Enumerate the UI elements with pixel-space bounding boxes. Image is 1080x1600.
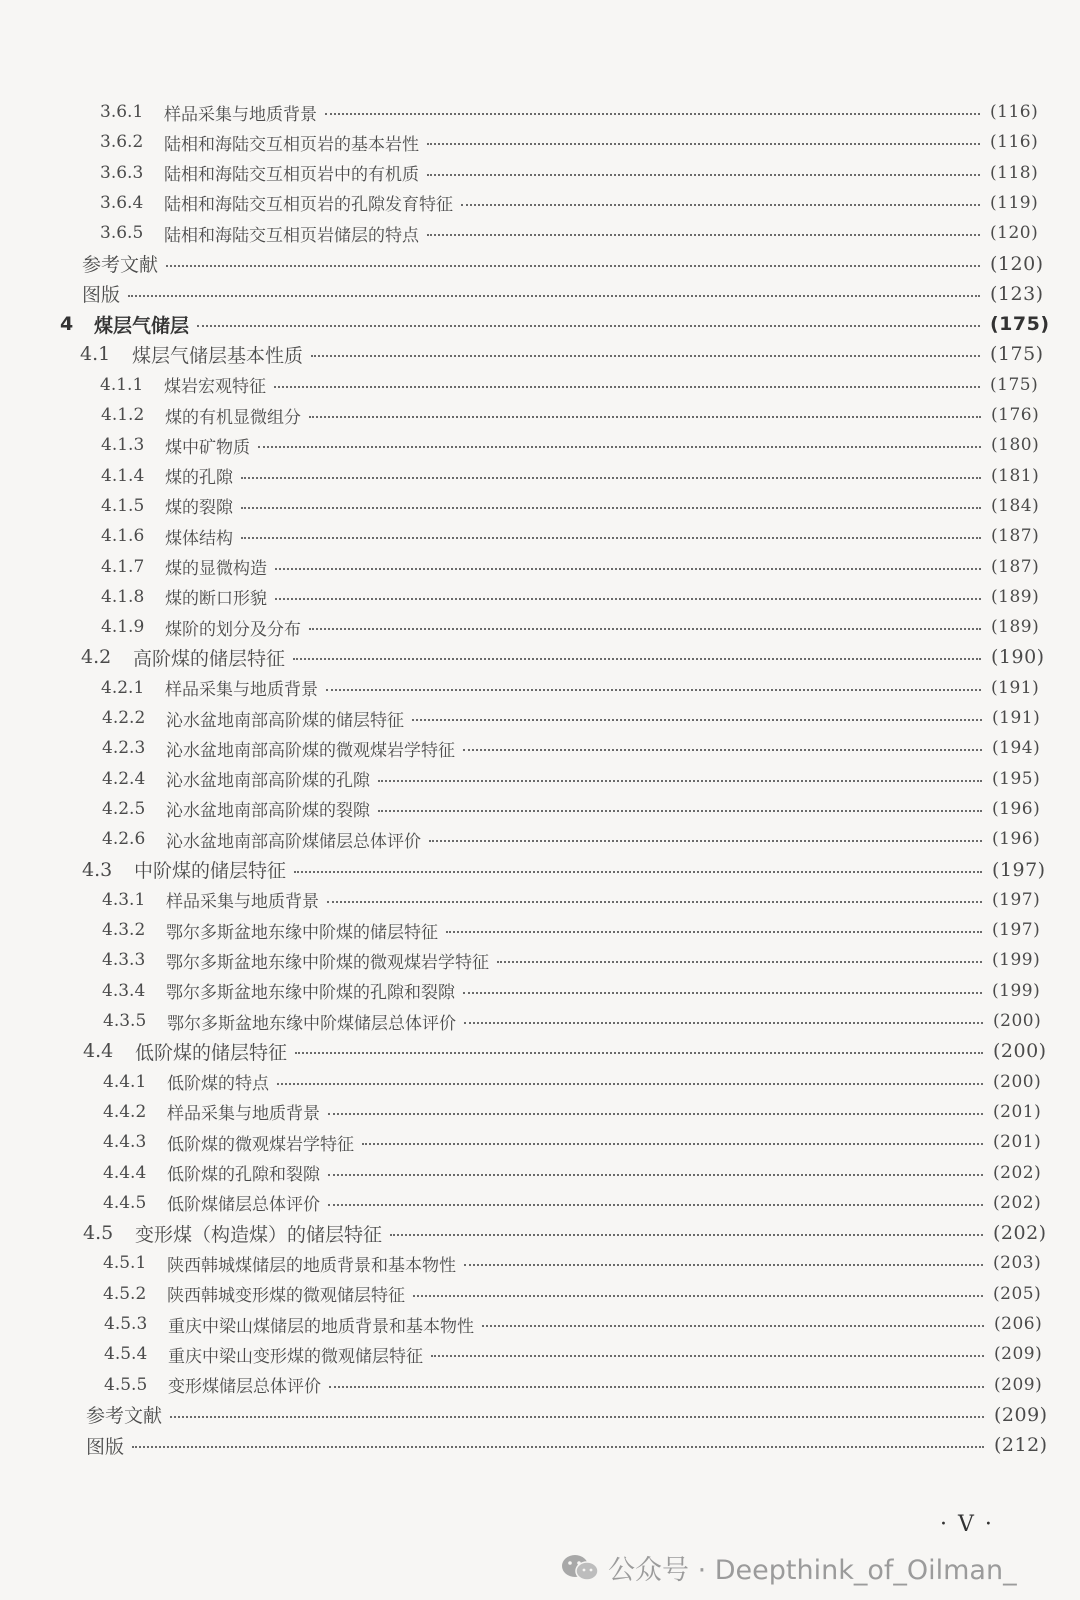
dot-leader — [412, 719, 982, 721]
dot-leader — [275, 568, 981, 570]
dot-leader — [431, 1355, 984, 1357]
dot-leader — [277, 1083, 983, 1085]
toc-number: 4.4 — [83, 1040, 114, 1063]
toc-number: 4.3.4 — [102, 980, 146, 1001]
toc-number: 4 — [60, 313, 74, 336]
toc-title: 煤中矿物质 — [165, 437, 250, 458]
toc-entry — [0, 1098, 1080, 1126]
toc-title: 沁水盆地南部高阶煤的裂隙 — [166, 801, 370, 822]
toc-number: 4.1.4 — [101, 465, 145, 486]
toc-page-number: (176) — [991, 405, 1040, 425]
toc-number: 4.4.2 — [103, 1101, 147, 1122]
toc-number: 4.3 — [82, 858, 113, 881]
toc-entry — [0, 492, 1080, 520]
toc-page-number: (123) — [990, 282, 1044, 305]
toc-page-number: (209) — [994, 1374, 1043, 1395]
toc-number: 4.3.3 — [102, 950, 146, 971]
dot-leader — [294, 871, 982, 873]
toc-page-number: (116) — [990, 102, 1039, 122]
toc-page-number: (119) — [990, 192, 1039, 213]
toc-number: 4.1.6 — [101, 526, 145, 547]
toc-number: 4.2.4 — [102, 768, 146, 789]
dot-leader — [166, 265, 980, 267]
toc-page-number: (197) — [992, 858, 1046, 881]
dot-leader — [241, 507, 981, 509]
toc-page-number: (180) — [991, 435, 1040, 456]
toc-entry — [0, 340, 1080, 368]
toc-title: 样品采集与地质背景 — [164, 104, 317, 125]
toc-title: 陆相和海陆交互相页岩储层的特点 — [164, 225, 419, 246]
toc-entry — [0, 280, 1080, 308]
toc-title: 沁水盆地南部高阶煤储层总体评价 — [166, 831, 421, 852]
dot-leader — [378, 780, 982, 782]
toc-entry — [0, 765, 1080, 793]
toc-entry — [0, 1128, 1080, 1156]
toc-number: 3.6.4 — [100, 192, 144, 213]
toc-page-number: (120) — [990, 223, 1039, 244]
toc-entry — [0, 916, 1080, 944]
toc-number: 4.5.4 — [104, 1344, 148, 1365]
watermark-text: 公众号 · Deepthink_of_Oilman_ — [608, 1555, 1017, 1586]
toc-entry — [0, 98, 1080, 126]
toc-title: 煤的有机显微组分 — [165, 407, 301, 428]
toc-title: 样品采集与地质背景 — [165, 680, 318, 701]
dot-leader — [326, 689, 981, 691]
toc-number: 4.2.2 — [102, 708, 146, 728]
dot-leader — [311, 355, 980, 357]
toc-number: 4.2.6 — [102, 829, 146, 850]
toc-number: 4.3.1 — [102, 889, 146, 910]
dot-leader — [328, 1113, 983, 1115]
toc-entry — [0, 946, 1080, 974]
toc-number: 4.4.5 — [103, 1192, 147, 1213]
toc-number: 4.1.2 — [101, 405, 145, 425]
toc-number: 4.1.3 — [101, 435, 145, 456]
toc-title: 陆相和海陆交互相页岩的孔隙发育特征 — [164, 195, 453, 216]
dot-leader — [328, 1204, 983, 1206]
dot-leader — [427, 234, 980, 236]
dot-leader — [275, 598, 981, 600]
toc-entry — [0, 886, 1080, 914]
toc-title: 煤的断口形貌 — [165, 589, 267, 610]
toc-page-number: (181) — [991, 465, 1040, 486]
toc-title: 低阶煤的孔隙和裂隙 — [167, 1165, 320, 1185]
toc-title: 沁水盆地南部高阶煤的孔隙 — [166, 771, 370, 792]
toc-title: 鄂尔多斯盆地东缘中阶煤的储层特征 — [166, 922, 438, 943]
dot-leader — [197, 325, 980, 327]
dot-leader — [482, 1325, 984, 1327]
dot-leader — [427, 174, 980, 176]
toc-title: 煤的裂隙 — [165, 498, 233, 519]
toc-title: 变形煤储层总体评价 — [168, 1377, 321, 1398]
dot-leader — [497, 961, 982, 963]
toc-title: 煤岩宏观特征 — [164, 377, 266, 398]
toc-title: 煤阶的划分及分布 — [165, 619, 301, 640]
toc-number: 4.2.5 — [102, 798, 146, 819]
toc-title: 样品采集与地质背景 — [166, 892, 319, 913]
toc-page-number: (187) — [991, 556, 1040, 577]
toc-entry — [0, 401, 1080, 429]
page-number: · V · — [940, 1512, 994, 1537]
toc-entry — [0, 431, 1080, 459]
toc-number: 4.2.1 — [101, 677, 145, 698]
toc-page-number: (201) — [993, 1132, 1042, 1153]
toc-entry — [0, 219, 1080, 247]
toc-title: 陕西韩城变形煤的微观储层特征 — [167, 1286, 405, 1307]
toc-page-number: (202) — [993, 1162, 1042, 1183]
dot-leader — [413, 1295, 983, 1297]
toc-title: 重庆中梁山变形煤的微观储层特征 — [168, 1346, 423, 1367]
toc-title: 鄂尔多斯盆地东缘中阶煤的微观煤岩学特征 — [166, 952, 489, 973]
toc-number: 4.4.1 — [103, 1071, 147, 1092]
toc-page-number: (209) — [994, 1403, 1048, 1426]
toc-entry — [0, 189, 1080, 217]
toc-title: 煤层气储层 — [94, 314, 190, 337]
toc-number: 4.1.9 — [101, 617, 145, 638]
toc-title: 沁水盆地南部高阶煤的微观煤岩学特征 — [166, 740, 455, 761]
toc-number: 3.6.3 — [100, 162, 144, 183]
toc-entry — [0, 1310, 1080, 1338]
toc-entry — [0, 1280, 1080, 1308]
toc-number: 4.5.3 — [104, 1314, 148, 1334]
toc-page-number: (199) — [992, 980, 1041, 1001]
toc-entry — [0, 704, 1080, 732]
toc-page-number: (116) — [990, 132, 1039, 153]
toc-entry — [0, 613, 1080, 641]
wechat-icon — [560, 1553, 600, 1583]
toc-entry — [0, 674, 1080, 702]
dot-leader — [241, 477, 981, 479]
dot-leader — [429, 840, 982, 842]
toc-entry — [0, 825, 1080, 853]
dot-leader — [463, 992, 982, 994]
toc-number: 4.5 — [83, 1222, 114, 1245]
toc-title: 图版 — [86, 1435, 125, 1458]
toc-entry — [0, 128, 1080, 156]
toc-title: 陆相和海陆交互相页岩的基本岩性 — [164, 134, 419, 155]
toc-page-number: (187) — [991, 526, 1040, 547]
toc-title: 重庆中梁山煤储层的地质背景和基本物性 — [168, 1316, 474, 1337]
toc-page-number: (191) — [991, 677, 1040, 698]
toc-number: 4.3.5 — [103, 1011, 147, 1031]
toc-title: 煤层气储层基本性质 — [132, 344, 304, 367]
toc-page-number: (205) — [993, 1283, 1042, 1304]
toc-entry — [0, 462, 1080, 490]
toc-entry — [0, 1068, 1080, 1096]
watermark — [560, 1548, 1017, 1587]
toc-entry — [0, 856, 1080, 884]
toc-number: 4.3.2 — [102, 920, 146, 941]
toc-page-number: (189) — [991, 586, 1040, 607]
toc-entry — [0, 1219, 1080, 1247]
dot-leader — [132, 1446, 984, 1448]
toc-title: 高阶煤的储层特征 — [133, 647, 286, 670]
toc-entry — [0, 1401, 1080, 1429]
toc-page-number: (175) — [990, 313, 1050, 336]
toc-page-number: (197) — [992, 920, 1041, 941]
toc-title: 低阶煤的特点 — [167, 1074, 269, 1095]
dot-leader — [328, 1174, 983, 1176]
toc-entry — [0, 1007, 1080, 1035]
toc-number: 3.6.2 — [100, 132, 144, 153]
toc-page-number: (194) — [992, 738, 1041, 759]
toc-number: 4.4.4 — [103, 1162, 147, 1183]
dot-leader — [446, 931, 982, 933]
toc-page-number: (184) — [991, 495, 1040, 516]
toc-number: 4.1.8 — [101, 586, 145, 607]
dot-leader — [378, 810, 982, 812]
dot-leader — [464, 1264, 983, 1266]
toc-title: 煤体结构 — [165, 528, 233, 549]
toc-page-number: (202) — [993, 1222, 1047, 1245]
toc-entry — [0, 1431, 1080, 1459]
toc-entry — [0, 522, 1080, 550]
toc-page-number: (189) — [991, 617, 1040, 638]
toc-entry — [0, 310, 1080, 338]
dot-leader — [464, 1022, 983, 1024]
toc-number: 4.5.5 — [104, 1374, 148, 1395]
toc-entry — [0, 734, 1080, 762]
toc-page-number: (202) — [993, 1192, 1042, 1213]
dot-leader — [362, 1143, 983, 1145]
dot-leader — [274, 386, 980, 388]
toc-title: 参考文献 — [82, 254, 159, 276]
toc-entry — [0, 1371, 1080, 1399]
dot-leader — [309, 416, 981, 418]
dot-leader — [309, 628, 981, 630]
dot-leader — [327, 901, 982, 903]
toc-page-number: (196) — [992, 829, 1041, 850]
toc-page-number: (209) — [994, 1344, 1043, 1365]
toc-page-number: (203) — [993, 1253, 1042, 1274]
toc-number: 3.6.1 — [100, 102, 144, 122]
toc-page-number: (195) — [992, 768, 1041, 789]
toc-page-number: (120) — [990, 252, 1044, 275]
toc-page-number: (201) — [993, 1101, 1042, 1122]
toc-title: 煤的显微构造 — [165, 559, 267, 579]
toc-title: 变形煤（构造煤）的储层特征 — [135, 1223, 383, 1246]
toc-page-number: (200) — [993, 1071, 1042, 1092]
toc-number: 4.5.2 — [103, 1283, 147, 1304]
toc-entry — [0, 977, 1080, 1005]
toc-entry — [0, 1249, 1080, 1277]
toc-title: 陆相和海陆交互相页岩中的有机质 — [164, 165, 419, 186]
toc-entry — [0, 795, 1080, 823]
toc-number: 4.5.1 — [103, 1253, 147, 1274]
toc-entry — [0, 371, 1080, 399]
toc-entry — [0, 1340, 1080, 1368]
dot-leader — [258, 446, 981, 448]
dot-leader — [461, 204, 980, 206]
dot-leader — [390, 1234, 983, 1236]
toc-page-number: (206) — [994, 1314, 1043, 1334]
toc-title: 中阶煤的储层特征 — [134, 860, 287, 882]
toc-title: 低阶煤的微观煤岩学特征 — [167, 1134, 354, 1155]
toc-number: 4.1 — [80, 343, 111, 366]
dot-leader — [325, 113, 980, 115]
toc-title: 参考文献 — [86, 1405, 163, 1428]
toc-page-number: (200) — [993, 1011, 1042, 1031]
toc-page-number: (197) — [992, 889, 1041, 910]
dot-leader — [170, 1416, 984, 1418]
toc-title: 煤的孔隙 — [165, 468, 233, 489]
toc-number: 3.6.5 — [100, 223, 144, 244]
toc-entry — [0, 553, 1080, 581]
toc-entry — [0, 643, 1080, 671]
toc-title: 鄂尔多斯盆地东缘中阶煤储层总体评价 — [167, 1013, 456, 1034]
toc-number: 4.2 — [81, 646, 112, 669]
toc-page-number: (199) — [992, 950, 1041, 971]
toc-entry — [0, 1189, 1080, 1217]
toc-number: 4.1.5 — [101, 495, 145, 516]
toc-page-number: (175) — [990, 343, 1044, 366]
toc-page-number: (200) — [993, 1040, 1047, 1063]
toc-title: 鄂尔多斯盆地东缘中阶煤的孔隙和裂隙 — [166, 983, 455, 1004]
toc-number: 4.1.1 — [100, 374, 144, 395]
toc-title: 低阶煤储层总体评价 — [167, 1195, 320, 1216]
dot-leader — [295, 1052, 983, 1054]
toc-title: 低阶煤的储层特征 — [135, 1041, 288, 1064]
toc-page-number: (175) — [990, 374, 1039, 395]
toc-entry — [0, 1159, 1080, 1187]
toc-title: 陕西韩城煤储层的地质背景和基本物性 — [167, 1255, 456, 1276]
toc-page-number: (212) — [994, 1434, 1048, 1457]
dot-leader — [427, 143, 980, 145]
dot-leader — [128, 295, 980, 297]
dot-leader — [329, 1386, 984, 1388]
toc-title: 样品采集与地质背景 — [167, 1104, 320, 1125]
toc-number: 4.2.3 — [102, 738, 146, 759]
toc-entry — [0, 583, 1080, 611]
toc-page-number: (118) — [990, 162, 1039, 183]
dot-leader — [241, 537, 981, 539]
toc-page-number: (190) — [991, 646, 1045, 669]
toc-number: 4.4.3 — [103, 1132, 147, 1153]
toc-entry — [0, 159, 1080, 187]
dot-leader — [463, 749, 982, 751]
toc-number: 4.1.7 — [101, 556, 145, 577]
toc-entry — [0, 1037, 1080, 1065]
dot-leader — [293, 658, 981, 660]
toc-entry — [0, 250, 1080, 278]
toc-page-number: (196) — [992, 798, 1041, 819]
toc-page-number: (191) — [992, 708, 1041, 728]
toc-title: 沁水盆地南部高阶煤的储层特征 — [166, 710, 404, 731]
toc-title: 图版 — [82, 284, 121, 307]
